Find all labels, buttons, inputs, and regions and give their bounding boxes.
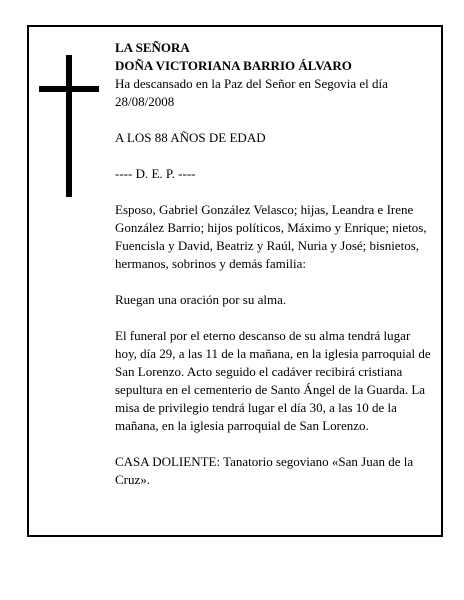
- rip-line: ---- D. E. P. ----: [115, 166, 196, 181]
- death-info: Ha descansado en la Paz del Señor en Segovia el día 28/08/2008: [115, 76, 388, 109]
- cross-horizontal-bar: [39, 86, 99, 92]
- deceased-name: DOÑA VICTORIANA BARRIO ÁLVARO: [115, 58, 352, 73]
- cross-vertical-bar: [66, 55, 72, 197]
- obituary-card: [27, 25, 443, 537]
- family-paragraph: Esposo, Gabriel González Velasco; hijas, Leandra e Irene González Barrio; hijos políticos, Máximo y Enrique; nietos, Fuencisla y David, Beatriz y Raúl, Nuria y José; bisnietos, hermanos, sobrinos y demás familia:: [115, 202, 427, 271]
- prayer-line: Ruegan una oración por su alma.: [115, 292, 287, 307]
- house-line: CASA DOLIENTE: Tanatorio segoviano «San Juan de la Cruz».: [115, 454, 414, 487]
- cross-icon: [39, 55, 99, 197]
- funeral-paragraph: El funeral por el eterno descanso de su alma tendrá lugar hoy, día 29, a las 11 de la mañana, en la iglesia parroquial de San Lorenzo. Acto seguido el cadáver recibirá cristiana sepultura en el cementerio de Santo Ángel de la Guarda. La misa de privilegio tendrá lugar el día 30, a las 10 de la mañana, en la iglesia parroquial de San Lorenzo.: [115, 328, 431, 433]
- obituary-text: [115, 39, 435, 507]
- title-line-1: LA SEÑORA: [115, 40, 190, 55]
- age-line: A LOS 88 AÑOS DE EDAD: [115, 130, 266, 145]
